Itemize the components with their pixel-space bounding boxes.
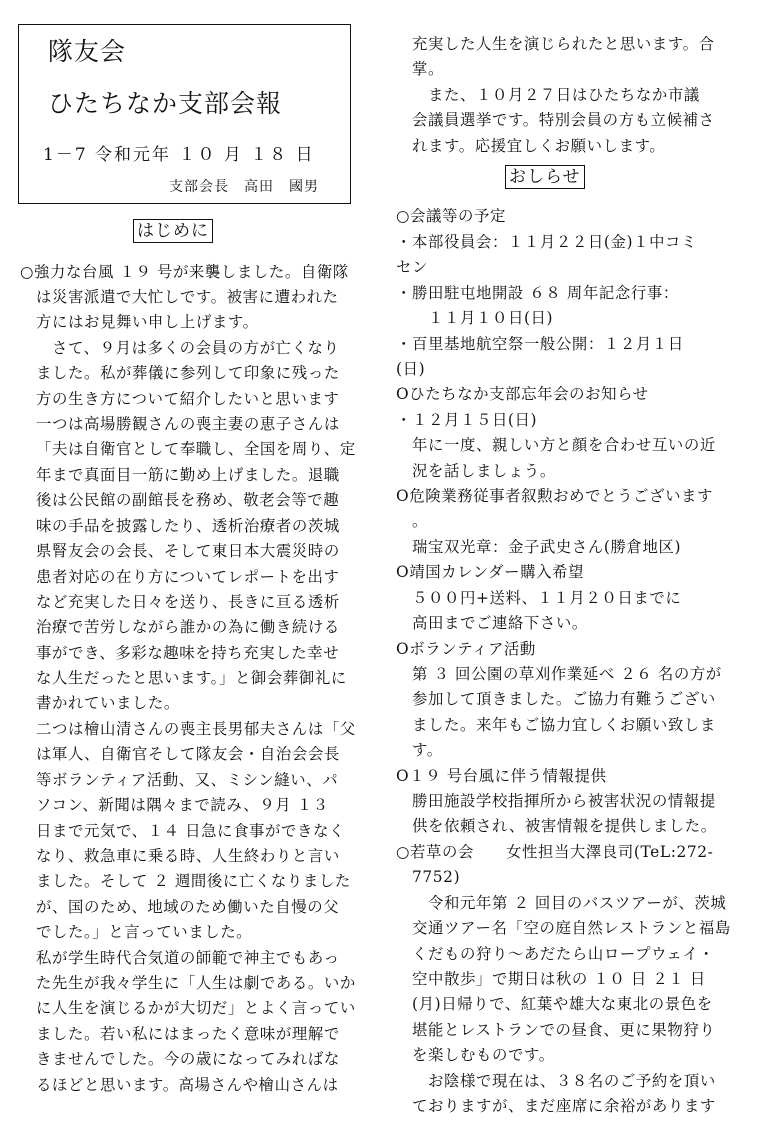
text-line: (日) [396,360,426,378]
text-line: に人生を演じるかが大切だ」とよく言ってい [36,999,356,1017]
text-line: 勝田施設学校指揮所から被害状況の情報提 [412,792,716,810]
text-line: ・本部役員会：１１月２２日(金)１中コミ [396,233,698,251]
text-line: きませんでした。今の歳になってみればな [36,1050,340,1068]
text-line: 況を話しましょう。 [412,462,556,480]
text-line: す。 [412,741,443,759]
text-line: お陰様で現在は、３８名のご予約を頂い [428,1072,716,1090]
text-line: ５００円+送料、１１月２０日までに [412,589,682,607]
text-line: 等ボランティア活動、又、ミシン縫い、パ [36,771,339,789]
org-name: 隊友会 [48,37,127,66]
text-line: 一つは高場勝観さんの喪主妻の恵子さんは [36,415,340,433]
issue-date: 1－7 令和元年 １０ 月 １８ 日 [43,145,315,165]
text-line: 供を依頼され、被害情報を提供しました。 [412,817,717,835]
text-line: Oひたちなか支部忘年会のお知らせ [396,385,649,403]
text-line: 会議員選挙です。特別会員の方も立候補さ [412,111,715,129]
text-line: 方の生き方について紹介したいと思います [36,390,340,408]
text-line: 7752) [412,868,461,886]
text-line: ソコン、新聞は隅々まで読み、９月 １３ [36,796,329,814]
text-line: 方にはお見舞い申し上げます。 [36,313,259,331]
text-line: など充実した日々を送り、長きに亘る透析 [36,593,340,611]
text-line: れます。応援宜しくお願いします。 [412,137,666,155]
text-line: 年に一度、親しい方と顔を合わせ互いの近 [412,436,716,454]
text-line: ました。そして ２ 週間後に亡くなりました [36,872,351,890]
title-box [18,24,351,204]
text-line: ました。私が葬儀に参列して印象に残った [36,364,340,382]
text-line: なり、救急車に乗る時、人生終わりと言い [36,847,340,865]
text-line: また、１０月２７日はひたちなか市議 [428,86,700,104]
text-line: 参加して頂きました。ご協力有難うござい [412,690,716,708]
text-line: 日まで元気で、１４ 日急に食事ができなく [36,822,346,840]
text-line: さて、９月は多くの会員の方が亡くなり [52,339,340,357]
text-line: (月)日帰りで、紅葉や雄大な東北の景色を [412,995,713,1013]
notice-heading: おしらせ [505,165,585,189]
text-line: ました。若い私にはまったく意味が理解で [36,1025,340,1043]
text-line: 交通ツアー名「空の庭自然レストランと福島 [412,919,731,937]
text-line: ・１２月１５日(日) [396,411,538,429]
text-line: 年まで真面目一筋に勤め上げました。退職 [36,466,340,484]
text-line: 「夫は自衛官として奉職し、全国を周り、定 [36,440,356,458]
text-line: は軍人、自衛官そして隊友会・自治会会長 [36,745,340,763]
text-line: 私が学生時代合気道の師範で神主でもあっ [36,949,340,967]
text-line: 治療で苦労しながら誰かの為に働き続ける [36,618,340,636]
text-line: 空中散歩」で期日は秋の １０ 日 ２１ 日 [412,970,706,988]
text-line: 第 ３ 回公園の草刈作業延べ ２６ 名の方が [412,665,722,683]
text-line: O１９ 号台風に伴う情報提供 [396,767,607,785]
text-line: ・百里基地航空祭一般公開：１２月１日 [396,335,684,353]
text-line: 充実した人生を演じられたと思います。合 [412,35,715,53]
text-line: を楽しむものです。 [412,1046,555,1064]
text-line: は災害派遣で大忙しです。被害に遭われた [36,288,339,306]
text-line: O靖国カレンダー購入希望 [396,563,585,581]
text-line: ・勝田駐屯地開設 ６８ 周年記念行事： [396,284,679,302]
text-line: ておりますが、まだ座席に余裕があります [412,1097,716,1115]
text-line: が、国のため、地域のため働いた自慢の父 [36,898,340,916]
text-line: 県腎友会の会長、そして東日本大震災時の [36,542,340,560]
text-line: 掌。 [412,60,444,78]
text-line: 味の手品を披露したり、透析治療者の茨城 [36,517,340,535]
text-line: くだもの狩り～あだたら山ロープウェイ・ [412,945,715,963]
text-line: 。 [412,512,428,530]
text-line: １１月１０日(日) [428,309,554,327]
text-line: 堪能とレストランでの昼食、更に果物狩り [412,1021,716,1039]
text-line: な人生だったと思います。」と御会葬御礼に [36,669,347,687]
text-line: ○会議等の予定 [396,207,506,225]
text-line: 書かれていました。 [36,694,180,712]
text-line: 二つは檜山清さんの喪主長男郁夫さんは「父 [36,720,356,738]
text-line: ○若草の会 女性担当大澤良司(TeL:272- [396,843,714,861]
text-line: 高田までご連絡下さい。 [412,614,588,632]
text-line: セン [396,258,428,276]
intro-heading: はじめに [133,219,213,243]
text-line: ました。来年もご協力宜しくお願い致しま [412,716,716,734]
president-name: 支部会長 高田 國男 [169,179,319,195]
text-line: 事ができ、多彩な趣味を持ち充実した幸せ [36,644,340,662]
text-line: 瑞宝双光章：金子武史さん(勝倉地区) [412,538,682,556]
text-line: 患者対応の在り方についてレポートを出す [36,568,340,586]
text-line: 令和元年第 ２ 回目のバスツアーが、茨城 [428,894,727,912]
bulletin-title: ひたちなか支部会報 [48,89,283,118]
text-line: Oボランティア活動 [396,640,536,658]
text-line: でした。」と言っていました。 [36,923,253,941]
text-line: るほどと思います。高場さんや檜山さんは [36,1076,339,1094]
text-line: た先生が我々学生に「人生は劇である。いか [36,974,356,992]
text-line: ○強力な台風 １９ 号が来襲しました。自衛隊 [20,263,349,281]
text-line: 後は公民館の副館長を務め、敬老会等で趣 [36,491,340,509]
text-line: O危険業務従事者叙勲おめでとうございます [396,487,714,505]
